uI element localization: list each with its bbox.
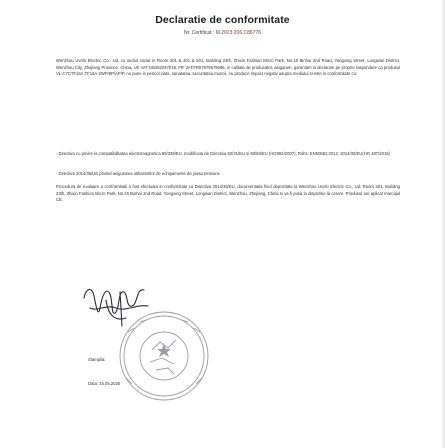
signature-stamp-graphic <box>56 278 256 418</box>
conformity-procedure-paragraph: Procedura de evaluare a conformitatii a fost efectuata in conformitate cu Directiva 2014/35/EU, documentatia fiind depozitata la Wenzhou Uvolo Electric Co., Ud, Room 301, Building 23th, Zhixin Fashion Micro Park, No.16 Binhai 2nd Road, Yongxing Street, Longwan District, Wenzhou, Zhejiang, China si va fi pusa la dispozitie la cerere. Produsul are aplicat marcajul CE. <box>56 184 400 203</box>
certificate-prefix: Nr. Certificat : <box>184 30 216 36</box>
signature-stamp-area <box>56 278 256 418</box>
date-label: Data: 15.05.2025 <box>88 381 121 386</box>
low-voltage-directive-item: - Directiva 2014/35/UE privind asigurarea utilizatorilor de echipamente de joasa tensiune <box>56 171 220 176</box>
company-stamp <box>120 312 208 400</box>
document-title: Declaratie de conformitate <box>155 14 290 26</box>
certificate-number: M.2023.206.C86776 <box>215 30 261 36</box>
stamp-label: Stampila: <box>88 357 106 362</box>
certificate-number-line <box>0 30 445 36</box>
declaration-paragraph: Wenzhou Uvolo Electric Co., Ud, cu sediul social in Room 301 & 401 & 501, Building 23th, Zhixin Fashion Micro Park, No.16 Binhai 2nd Road, Yongxing Street, Longwan District, Wenzhou City, Zhejiang Province, China, UK VAT:GB282047018, FR VAT:FR57879579095, in calitate de producator, asiguram, garantam si declaram pe proprie raspundere ca produsul VL-C7CTF16A.TF16A-2WP/8P/AP/P, nu pune in pericol viata, sanatatea, securitatea muncii, nu produce impact negativ asupra mediului si este in conformitate cu: <box>56 58 400 77</box>
stamp-star-icon <box>157 344 171 357</box>
emc-directive-item: - Directiva cu privire la compatibilitatea electromagnetica 89/336/EU, modificata de Directiva 92/31/EU si 93/68/EU (HG982/2007); Rohs: EN50581:2012; 2014/30/EU(HG 487/2016) <box>56 151 391 156</box>
